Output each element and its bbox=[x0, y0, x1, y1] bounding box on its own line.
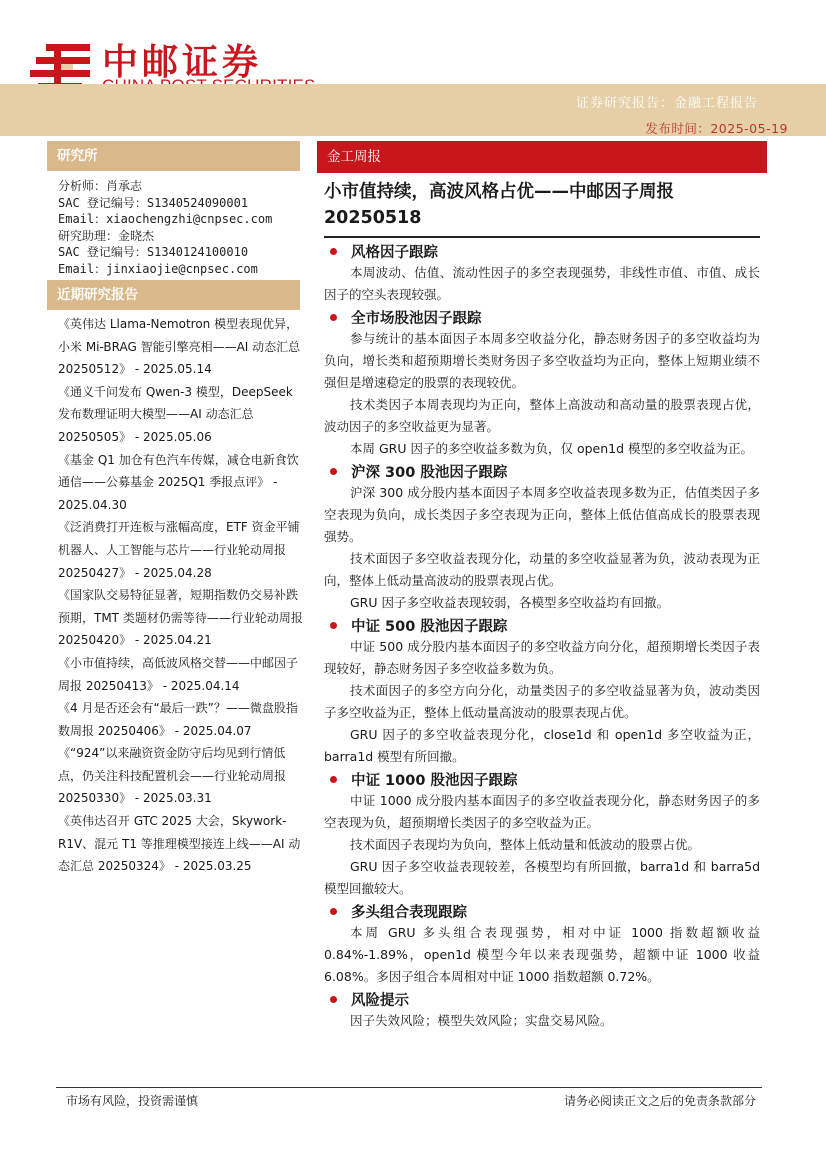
section-paragraph: 本周波动、估值、流动性因子的多空表现强势，非线性市值、市值、成长因子的空头表现较强。 bbox=[324, 265, 760, 302]
recent-report-item[interactable]: 《小市值持续，高低波风格交替——中邮因子周报 20250413》 - 2025.04.14 bbox=[58, 655, 299, 693]
section-paragraph: GRU 因子多空收益表现较弱，各模型多空收益均有回撤。 bbox=[350, 595, 669, 610]
section-paragraph: 本周 GRU 因子的多空收益多数为负，仅 open1d 模型的多空收益为正。 bbox=[350, 441, 753, 456]
bullet-icon bbox=[330, 248, 337, 255]
section-heading: 多头组合表现跟踪 bbox=[351, 904, 467, 921]
company-name-cn: 中邮证券 bbox=[102, 42, 263, 83]
section-paragraph: 本周 GRU 多头组合表现强势，相对中证 1000 指数超额收益 0.84%-1.89%，open1d 模型今年以来表现强势，超额中证 1000 收益 6.08%。多因子组合本周相对中证 1000 指数超额 0.72%。 bbox=[324, 925, 760, 984]
bullet-icon bbox=[330, 622, 337, 629]
section-full-market bbox=[324, 306, 760, 460]
section-heading: 中证 1000 股池因子跟踪 bbox=[351, 772, 518, 789]
section-paragraph: 技术面因子表现均为负向，整体上低动量和低波动的股票占优。 bbox=[350, 837, 701, 852]
section-csi1000 bbox=[324, 768, 760, 900]
recent-report-item[interactable]: 《英伟达 Llama-Nemotron 模型表现优异，小米 Mi-BRAG 智能引擎亮相——AI 动态汇总 20250512》 - 2025.05.14 bbox=[58, 317, 301, 377]
assistant-email[interactable]: Email：jinxiaojie@cnpsec.com bbox=[58, 261, 258, 276]
section-heading: 风格因子跟踪 bbox=[351, 244, 438, 261]
analyst-block bbox=[58, 178, 303, 278]
footer-risk-note: 市场有风险，投资需谨慎 bbox=[66, 1094, 199, 1108]
analyst-email[interactable]: Email：xiaochengzhi@cnpsec.com bbox=[58, 212, 273, 227]
section-heading: 中证 500 股池因子跟踪 bbox=[351, 618, 508, 635]
section-paragraph: 因子失效风险；模型失效风险；实盘交易风险。 bbox=[350, 1013, 613, 1028]
institute-heading: 研究所 bbox=[47, 141, 300, 171]
section-paragraph: 技术面因子的多空方向分化，动量类因子的多空收益显著为负，波动类因子多空收益为正，整体上低动量高波动的股票表现占优。 bbox=[324, 683, 760, 720]
footer-divider bbox=[56, 1087, 762, 1088]
section-csi500 bbox=[324, 614, 760, 768]
bullet-icon bbox=[330, 314, 337, 321]
report-type: 证券研究报告：金融工程报告 bbox=[575, 96, 758, 111]
bullet-icon bbox=[330, 776, 337, 783]
bullet-icon bbox=[330, 468, 337, 475]
section-paragraph: 沪深 300 成分股内基本面因子本周多空收益表现多数为正，估值类因子多空表现为负向，成长类因子多空表现为正向，整体上低估值高成长的股票表现强势。 bbox=[324, 485, 760, 544]
recent-report-item[interactable]: 《4 月是否还会有“最后一跌”？——微盘股指数周报 20250406》 - 2025.04.07 bbox=[58, 701, 298, 738]
report-category-tag: 金工周报 bbox=[317, 141, 767, 173]
recent-report-item[interactable]: 《“924”以来融资资金防守后均见到行情低点，仍关注科技配置机会——行业轮动周报 20250330》 - 2025.03.31 bbox=[58, 746, 287, 806]
section-heading: 全市场股池因子跟踪 bbox=[351, 310, 482, 327]
analyst-sac: SAC 登记编号：S1340524090001 bbox=[58, 195, 249, 210]
bullet-icon bbox=[330, 908, 337, 915]
section-paragraph: 技术面因子多空收益表现分化，动量的多空收益显著为负，波动表现为正向，整体上低动量高波动的股票表现占优。 bbox=[324, 551, 760, 588]
recent-report-item[interactable]: 《泛消费打开连板与涨幅高度，ETF 资金平铺机器人、人工智能与芯片——行业轮动周报 20250427》 - 2025.04.28 bbox=[58, 520, 300, 580]
recent-report-item[interactable]: 《基金 Q1 加仓有色汽车传媒，减仓电新食饮通信——公募基金 2025Q1 季报点评》 - 2025.04.30 bbox=[58, 452, 299, 512]
footer-disclaimer: 请务必阅读正文之后的免责条款部分 bbox=[563, 1094, 756, 1108]
title-divider bbox=[324, 236, 760, 238]
section-paragraph: GRU 因子多空收益表现较差，各模型均有所回撤，barra1d 和 barra5d 模型回撤较大。 bbox=[324, 859, 760, 896]
section-paragraph: 中证 1000 成分股内基本面因子的多空收益表现分化，静态财务因子的多空表现为负，超预期增长类因子的多空收益为正。 bbox=[324, 793, 760, 830]
recent-reports-heading: 近期研究报告 bbox=[47, 280, 300, 310]
recent-report-item[interactable]: 《通义千问发布 Qwen-3 模型，DeepSeek 发布数理证明大模型——AI 动态汇总 20250505》 - 2025.05.06 bbox=[58, 384, 293, 444]
report-body bbox=[324, 240, 760, 1032]
section-paragraph: 技术类因子本周表现均为正向，整体上高波动和高动量的股票表现占优，波动因子的多空收益更为显著。 bbox=[324, 397, 760, 434]
section-heading: 沪深 300 股池因子跟踪 bbox=[351, 464, 508, 481]
section-paragraph: 参与统计的基本面因子本周多空收益分化，静态财务因子的多空收益均为负向，增长类和超预期增长类财务因子多空收益均为正向，整体上短期业绩不强但是增速稳定的股票的表现较优。 bbox=[324, 331, 760, 390]
report-title: 小市值持续，高波风格占优——中邮因子周报 20250518 bbox=[324, 182, 674, 228]
section-hs300 bbox=[324, 460, 760, 614]
section-heading: 风险提示 bbox=[351, 992, 409, 1009]
recent-report-item[interactable]: 《国家队交易特征显著，短期指数仍交易补跌预期，TMT 类题材仍需等待——行业轮动周报 20250420》 - 2025.04.21 bbox=[58, 588, 303, 648]
analyst-name: 分析师：肖承志 bbox=[58, 179, 143, 193]
recent-report-item[interactable]: 《英伟达召开 GTC 2025 大会，Skywork-R1V、混元 T1 等推理模型接连上线——AI 动态汇总 20250324》 - 2025.03.25 bbox=[58, 814, 301, 874]
recent-reports-list bbox=[58, 313, 303, 878]
bullet-icon bbox=[330, 996, 337, 1003]
section-paragraph: 中证 500 成分股内基本面因子的多空收益方向分化，超预期增长类因子表现较好，静态财务因子多空收益多数为负。 bbox=[324, 639, 760, 676]
section-style-factors bbox=[324, 240, 760, 306]
assistant-name: 研究助理：金晓杰 bbox=[58, 228, 155, 243]
section-risk bbox=[324, 988, 760, 1032]
section-long-portfolio bbox=[324, 900, 760, 988]
section-paragraph: GRU 因子的多空收益表现分化，close1d 和 open1d 多空收益为正，barra1d 模型有所回撤。 bbox=[324, 727, 760, 764]
assistant-sac: SAC 登记编号：S1340124100010 bbox=[58, 245, 249, 260]
publish-time: 发布时间：2025-05-19 bbox=[645, 121, 788, 136]
